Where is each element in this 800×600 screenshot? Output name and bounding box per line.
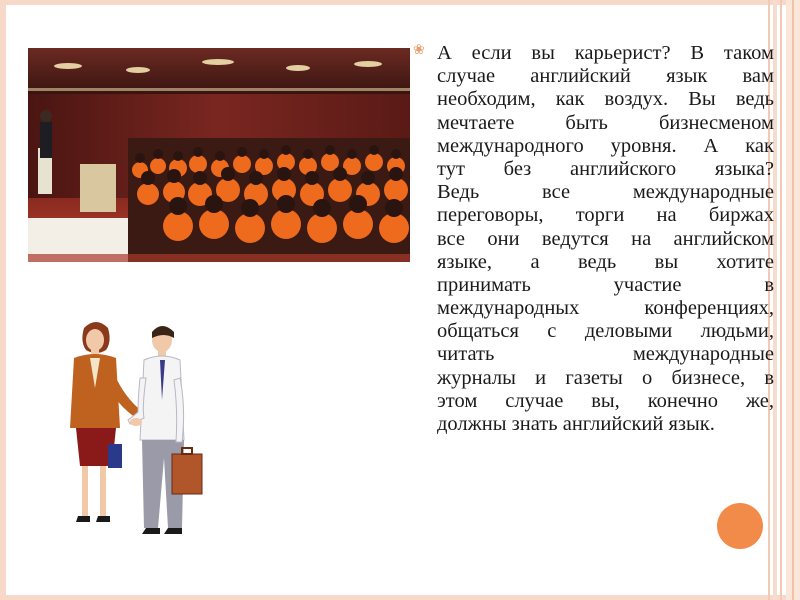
body-text-line: международного уровня. А как	[437, 134, 774, 157]
body-text-line: все они ведутся на английском	[437, 227, 774, 250]
body-text	[437, 42, 774, 436]
body-text-line: международных конференциях,	[437, 297, 774, 320]
conference-photo	[28, 48, 410, 262]
body-text-line: читать международные	[437, 343, 774, 366]
body-text-line: тут без английского языка?	[437, 157, 774, 180]
body-text-line: должны знать английский язык.	[437, 413, 715, 435]
body-text-line: принимать участие в	[437, 273, 774, 296]
accent-circle	[717, 503, 763, 549]
body-text-line: Ведь все международные	[437, 181, 774, 204]
ornamental-bullet-icon: ❀	[413, 42, 425, 58]
body-text-line: общаться с деловыми людьми,	[437, 320, 774, 343]
frame-bottom-border	[0, 595, 800, 600]
body-text-line: переговоры, торги на биржах	[437, 204, 774, 227]
body-text-line: журналы и газеты о бизнесе, в	[437, 366, 774, 389]
body-text-line: языке, а ведь вы хотите	[437, 250, 774, 273]
frame-top-border	[0, 0, 800, 5]
handshake-clipart	[62, 318, 212, 558]
frame-left-border	[0, 0, 6, 600]
body-text-line: мечтаете быть бизнесменом	[437, 111, 774, 134]
frame-right-stripe	[780, 0, 782, 600]
frame-right-stripe	[792, 0, 794, 600]
body-text-line: этом случае вы, конечно же,	[437, 389, 774, 412]
body-text-line: А если вы карьерист? В таком	[437, 42, 774, 64]
body-text-line: необходим, как воздух. Вы ведь	[437, 88, 774, 111]
body-text-line: случае английский язык вам	[437, 65, 774, 88]
